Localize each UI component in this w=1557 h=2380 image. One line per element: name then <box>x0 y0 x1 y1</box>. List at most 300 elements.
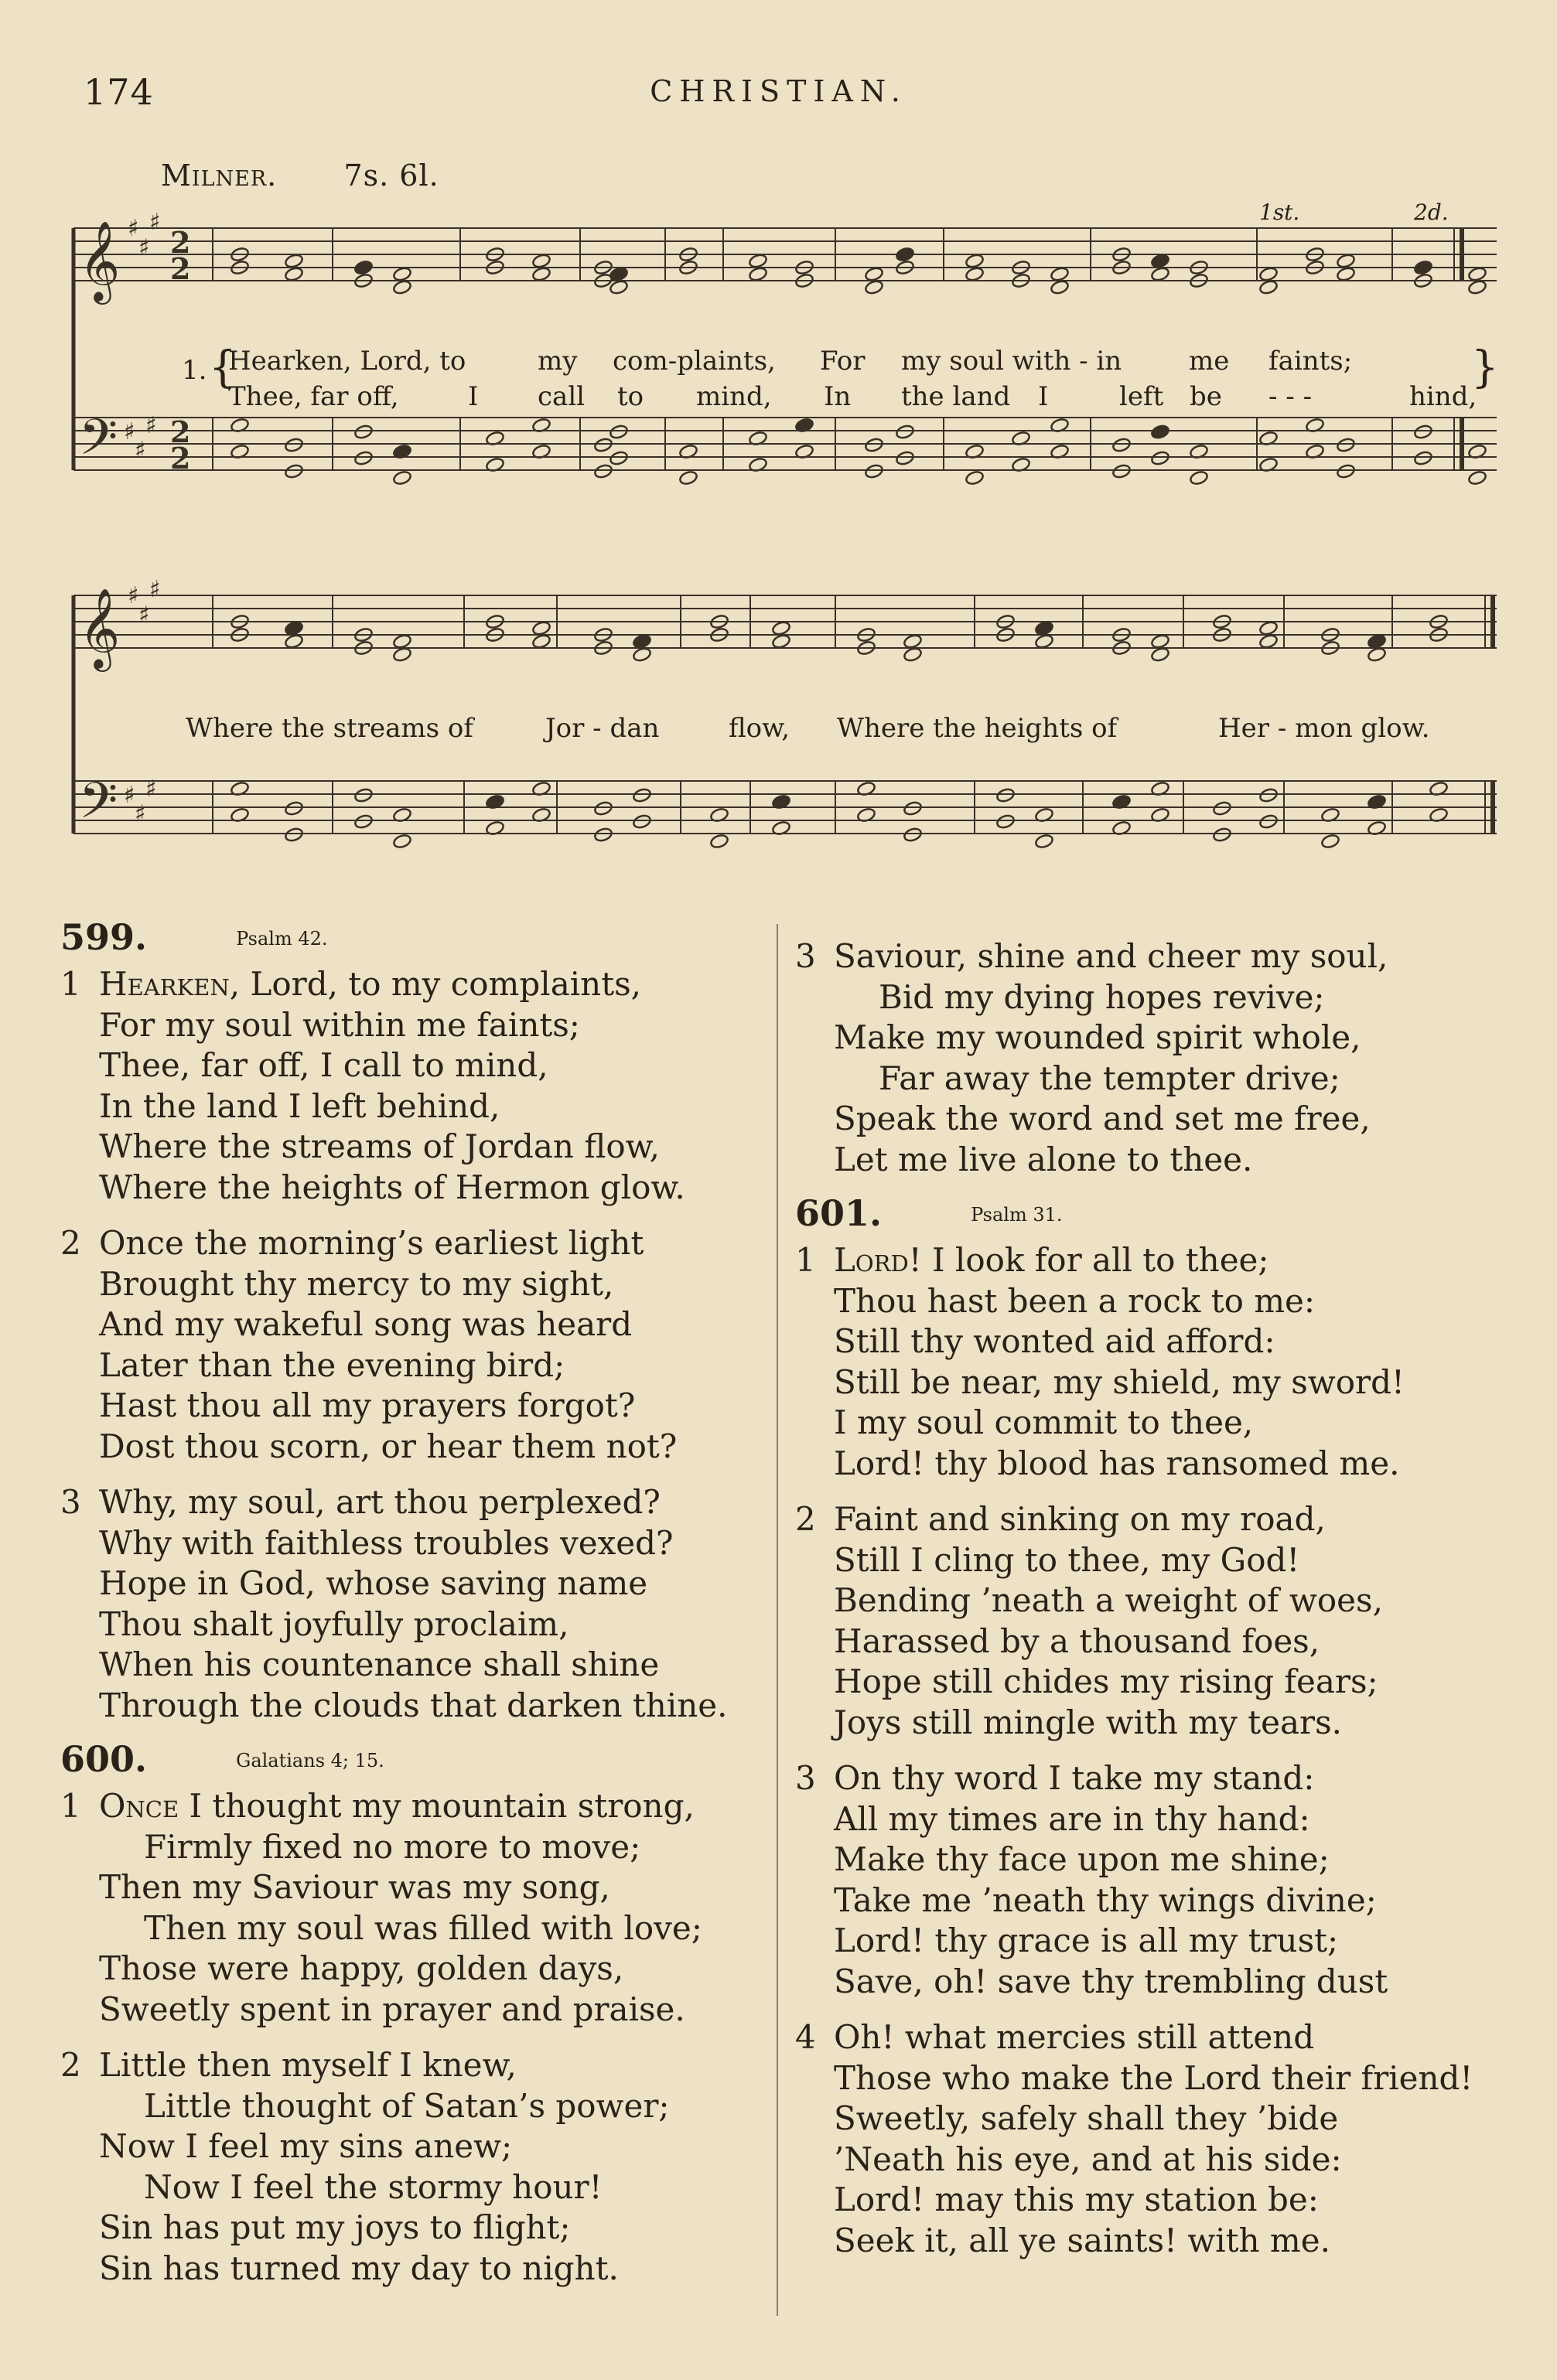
sharp-icon: ♯ <box>149 209 161 236</box>
verse-text: In the land I left behind, <box>99 1086 500 1125</box>
verse-line <box>60 2126 749 2167</box>
lyric-syllable: hind, <box>1409 381 1477 412</box>
verse-text: All my times are in thy hand: <box>834 1799 1310 1838</box>
note-head <box>1150 424 1169 440</box>
verse-text: Let me live alone to thee. <box>834 1140 1253 1178</box>
verse-line <box>60 1168 749 1209</box>
note-head <box>609 279 628 295</box>
verse-line <box>60 1304 749 1345</box>
music-score <box>62 193 1516 889</box>
note-head <box>965 470 984 486</box>
verse-text: I thought my mountain strong, <box>179 1787 695 1825</box>
note-head <box>284 266 303 282</box>
note-head <box>1336 253 1355 269</box>
verse-line <box>795 1703 1484 1744</box>
note-head <box>392 279 411 295</box>
verse-line <box>795 1499 1484 1540</box>
note-head <box>903 800 922 817</box>
lyric-syllable: Hearken, Lord, to <box>228 346 466 377</box>
verse-number: 1 <box>60 965 81 1003</box>
verse-text: Where the streams of Jordan flow, <box>99 1127 660 1165</box>
note-head <box>593 800 613 817</box>
lyric-syllable: to <box>617 381 644 412</box>
sharp-icon: ♯ <box>135 800 146 827</box>
verse-line <box>60 1264 749 1305</box>
hymn-600-continued <box>795 936 1484 1180</box>
verse-text: Brought thy mercy to my sight, <box>99 1264 614 1303</box>
verse-text: Hope in God, whose saving name <box>99 1564 648 1602</box>
verse-line <box>795 1444 1484 1485</box>
verse-line <box>795 1540 1484 1581</box>
hymn-601 <box>795 1192 1484 2261</box>
verse-line <box>60 964 749 1005</box>
page-number: 174 <box>84 71 154 113</box>
brace-icon: } <box>1471 343 1499 393</box>
verse-line <box>795 1018 1484 1059</box>
note-head <box>353 260 373 276</box>
verse-text: Now I feel the stormy hour! <box>144 2167 603 2206</box>
verse-first-word: Once <box>99 1787 179 1825</box>
verse-number: 2 <box>795 1500 816 1538</box>
hymn-number: 601. <box>795 1192 883 1234</box>
note-head <box>284 620 303 636</box>
verse-text: Where the heights of Hermon glow. <box>99 1168 685 1206</box>
verse-text: Make thy face upon me shine; <box>834 1840 1330 1878</box>
lyric-syllable: my soul with - in <box>901 346 1122 377</box>
verse-line <box>60 1908 749 1949</box>
time-signature: 2 <box>170 225 191 260</box>
verse-line <box>60 1686 749 1727</box>
verse <box>60 964 749 1208</box>
note-head <box>392 266 411 282</box>
note-head <box>353 424 373 440</box>
verse-text: Oh! what mercies still attend <box>834 2018 1315 2056</box>
verse-text: Save, oh! save thy trembling dust <box>834 1962 1388 2000</box>
verse-line <box>795 1059 1484 1100</box>
verse-line <box>795 1962 1484 2003</box>
note-head <box>771 620 790 636</box>
verse-number: 2 <box>60 2046 81 2084</box>
note-head <box>678 470 698 486</box>
note-head <box>1150 646 1169 663</box>
note-head <box>965 253 984 269</box>
verse-text: Those were happy, golden days, <box>99 1949 624 1987</box>
verse-line <box>60 2086 749 2127</box>
note-head <box>995 787 1015 803</box>
verse-line <box>60 1827 749 1868</box>
note-head <box>1150 253 1169 269</box>
scripture-reference: Psalm 42. <box>236 928 328 950</box>
note-head <box>593 463 613 479</box>
verse-line <box>60 1045 749 1086</box>
note-head <box>771 633 790 650</box>
note-head <box>864 437 883 453</box>
verse-line <box>60 2249 749 2290</box>
verse-text: Why, my soul, art thou perplexed? <box>99 1483 661 1521</box>
hymn-number: 600. <box>60 1738 148 1780</box>
note-head <box>531 253 551 269</box>
sharp-icon: ♯ <box>124 418 135 445</box>
verse-text: Lord! may this my station be: <box>834 2181 1319 2218</box>
note-head <box>1258 279 1278 295</box>
note-head <box>1150 633 1169 650</box>
note-head <box>903 633 922 650</box>
tune-name: Milner. <box>161 159 278 193</box>
lyric-syllable: I <box>1038 381 1049 412</box>
running-title: CHRISTIAN. <box>650 74 907 108</box>
note-head <box>1258 633 1278 650</box>
note-head <box>531 620 551 636</box>
lyric-syllable: mind, <box>696 381 772 412</box>
verse-line <box>60 1523 749 1564</box>
note-head <box>864 266 883 282</box>
verse-text: Those who make the Lord their friend! <box>834 2058 1473 2097</box>
note-head <box>1413 260 1432 276</box>
verse-text: I my soul commit to thee, <box>834 1403 1254 1441</box>
lyric-syllable: I <box>468 381 479 412</box>
verse-line <box>795 1321 1484 1362</box>
verse-number: 3 <box>795 1759 816 1797</box>
sharp-icon: ♯ <box>145 776 157 803</box>
verse-text: Sweetly spent in prayer and praise. <box>99 1990 685 2028</box>
time-signature: 2 <box>170 441 191 476</box>
verse-line <box>60 1427 749 1468</box>
note-head <box>531 633 551 650</box>
note-head <box>1467 266 1487 282</box>
note-head <box>903 646 922 663</box>
lyric-syllable: Thee, far off, <box>228 381 399 412</box>
verse-text: When his countenance shall shine <box>99 1645 660 1683</box>
verse-line <box>60 1786 749 1827</box>
lyric-syllable: Where the streams of <box>186 713 473 744</box>
note-head <box>284 253 303 269</box>
verse-text: Bid my dying hopes revive; <box>879 977 1325 1016</box>
verse-text: Now I feel my sins anew; <box>99 2127 513 2165</box>
note-head <box>1212 827 1231 843</box>
lyric-syllable: flow, <box>729 713 790 744</box>
tune-meter: 7s. 6l. <box>343 159 439 193</box>
note-head <box>903 827 922 843</box>
verse-text: ’Neath his eye, and at his side: <box>834 2140 1342 2178</box>
note-head <box>284 463 303 479</box>
ending-second: 2d. <box>1414 199 1449 225</box>
lyric-syllable: Where the heights of <box>837 713 1118 744</box>
verse-text: Later than the evening bird; <box>99 1345 565 1384</box>
lyric-syllable: For <box>820 346 866 377</box>
verse-first-word: Lord <box>834 1241 909 1279</box>
verse-line <box>795 2099 1484 2140</box>
lyric-syllable: In <box>824 381 852 412</box>
verse <box>795 1499 1484 1743</box>
note-head <box>1050 266 1069 282</box>
sharp-icon: ♯ <box>145 412 157 439</box>
verse-text: Saviour, shine and cheer my soul, <box>834 937 1388 975</box>
verse-line <box>795 977 1484 1018</box>
clef-icon: 𝄢 <box>79 772 118 842</box>
verse-line <box>60 1005 749 1046</box>
verse-first-word: Hearken, <box>99 965 241 1003</box>
verse-line <box>795 1362 1484 1403</box>
note-head <box>864 463 883 479</box>
note-head <box>1034 834 1053 850</box>
note-head <box>609 266 628 282</box>
time-signature: 2 <box>170 251 191 286</box>
stanza-number: 1. <box>182 355 207 386</box>
lyric-syllable: be <box>1190 381 1222 412</box>
column-divider <box>777 924 778 2316</box>
note-head <box>1336 266 1355 282</box>
verse-line <box>795 1880 1484 1921</box>
note-head <box>1367 646 1386 663</box>
verse-line <box>795 1758 1484 1799</box>
verse-line <box>795 1921 1484 1962</box>
sharp-icon: ♯ <box>128 582 139 609</box>
lyric-syllable: faints; <box>1268 346 1353 377</box>
note-head <box>1467 470 1487 486</box>
verse-text: Faint and sinking on my road, <box>834 1500 1326 1538</box>
hymn-599 <box>60 916 749 1726</box>
scripture-reference: Galatians 4; 15. <box>236 1750 384 1771</box>
verse-text: Why with faithless troubles vexed? <box>99 1523 674 1562</box>
verse-line <box>60 1223 749 1264</box>
ending-first: 1st. <box>1259 199 1300 225</box>
verse-line <box>795 2140 1484 2181</box>
verse-text: Far away the tempter drive; <box>879 1059 1340 1097</box>
verse-line <box>60 1563 749 1604</box>
verse-text: Lord! thy blood has ransomed me. <box>834 1444 1400 1482</box>
verse-text: Thee, far off, I call to mind, <box>99 1046 548 1084</box>
verse-text: Once the morning’s earliest light <box>99 1224 644 1262</box>
verse-line <box>795 2180 1484 2221</box>
verse-text: ! I look for all to thee; <box>908 1241 1269 1279</box>
note-head <box>632 813 651 830</box>
note-head <box>1467 279 1487 295</box>
verse-text: Still thy wonted aid afford: <box>834 1322 1275 1360</box>
sharp-icon: ♯ <box>124 782 135 809</box>
note-head <box>284 800 303 817</box>
lyric-syllable: left <box>1119 381 1164 412</box>
verse-text: Still I cling to thee, my God! <box>834 1540 1300 1579</box>
verse-line <box>795 1799 1484 1840</box>
hymn-600 <box>60 1738 749 2289</box>
verse-text: Speak the word and set me free, <box>834 1100 1371 1137</box>
verse-text: Then my Saviour was my song, <box>99 1868 610 1906</box>
verse-line <box>795 1662 1484 1703</box>
verse-line <box>795 2058 1484 2099</box>
verse-text: Thou hast been a rock to me: <box>834 1281 1316 1320</box>
verse-line <box>60 1127 749 1168</box>
verse-line <box>60 1949 749 1990</box>
verse <box>795 1240 1484 1484</box>
note-head <box>593 437 613 453</box>
note-head <box>284 437 303 453</box>
sharp-icon: ♯ <box>128 215 139 242</box>
verse-text: Through the clouds that darken thine. <box>99 1686 728 1724</box>
verse-text: Sin has turned my day to night. <box>99 2249 619 2287</box>
verse-number: 3 <box>795 937 816 975</box>
note-head <box>632 646 651 663</box>
verse <box>60 1223 749 1467</box>
clef-icon: 𝄞 <box>79 588 121 669</box>
note-head <box>632 787 651 803</box>
sharp-icon: ♯ <box>149 576 161 603</box>
note-head <box>1189 470 1208 486</box>
note-head <box>748 266 767 282</box>
note-head <box>353 787 373 803</box>
verse-text: Lord! thy grace is all my trust; <box>834 1921 1339 1959</box>
note-head <box>284 827 303 843</box>
verse-line <box>60 1645 749 1686</box>
verse-line <box>60 1482 749 1523</box>
verse-line <box>60 1990 749 2031</box>
note-head <box>353 450 373 466</box>
note-head <box>353 813 373 830</box>
note-head <box>392 646 411 663</box>
verse-line <box>795 1580 1484 1621</box>
verse <box>60 1786 749 2030</box>
note-head <box>1111 437 1131 453</box>
verse-text: Hope still chides my rising fears; <box>834 1662 1378 1700</box>
sharp-icon: ♯ <box>138 234 150 261</box>
verse-text: On thy word I take my stand: <box>834 1759 1315 1797</box>
left-column <box>60 916 749 2304</box>
verse-line <box>60 1386 749 1427</box>
sharp-icon: ♯ <box>138 602 150 629</box>
note-head <box>1336 463 1355 479</box>
note-head <box>1413 424 1432 440</box>
verse-line <box>795 1099 1484 1140</box>
note-head <box>995 813 1015 830</box>
hymn-number: 599. <box>60 916 148 958</box>
note-head <box>632 633 651 650</box>
note-head <box>392 633 411 650</box>
note-head <box>1258 620 1278 636</box>
verse-line <box>60 1086 749 1127</box>
note-head <box>609 450 628 466</box>
note-head <box>284 633 303 650</box>
verse-number: 3 <box>60 1483 81 1521</box>
note-head <box>1413 450 1432 466</box>
verse-text: Lord, to my complaints, <box>240 965 642 1003</box>
verse-text: Sweetly, safely shall they ’bide <box>834 2099 1339 2137</box>
verse-line <box>795 1621 1484 1662</box>
verse-line <box>795 1840 1484 1880</box>
verse-line <box>795 1403 1484 1444</box>
verse <box>60 2045 749 2289</box>
lyric-syllable: the land <box>901 381 1011 412</box>
verse-text: Then my soul was filled with love; <box>144 1908 702 1947</box>
sharp-icon: ♯ <box>135 437 146 464</box>
verse-line <box>795 1281 1484 1322</box>
note-head <box>392 470 411 486</box>
verse <box>795 1758 1484 2002</box>
verse-line <box>795 936 1484 977</box>
lyric-syllable: call <box>538 381 586 412</box>
verse-text: Seek it, all ye saints! with me. <box>834 2221 1330 2259</box>
verse-text: For my soul within me faints; <box>99 1005 580 1044</box>
verse-line <box>60 2208 749 2249</box>
note-head <box>609 424 628 440</box>
note-head <box>1320 834 1340 850</box>
verse-line <box>60 2045 749 2086</box>
note-head <box>1258 266 1278 282</box>
verse <box>795 936 1484 1180</box>
note-head <box>1336 437 1355 453</box>
note-head <box>1034 620 1053 636</box>
lyric-syllable: my <box>538 346 578 377</box>
verse <box>795 2017 1484 2261</box>
verse-text: And my wakeful song was heard <box>99 1305 633 1343</box>
verse-text: Harassed by a thousand foes, <box>834 1621 1320 1660</box>
verse-text: Bending ’neath a weight of woes, <box>834 1581 1383 1619</box>
time-signature: 2 <box>170 414 191 449</box>
brace-icon: { <box>209 343 237 393</box>
note-head <box>895 247 914 263</box>
clef-icon: 𝄞 <box>79 220 121 302</box>
verse-line <box>795 1140 1484 1181</box>
verse-text: Thou shalt joyfully proclaim, <box>99 1604 569 1643</box>
right-column <box>795 930 1484 2276</box>
verse <box>60 1482 749 1726</box>
lyric-syllable: - - - <box>1268 381 1313 412</box>
verse-line <box>795 1240 1484 1281</box>
note-head <box>392 834 411 850</box>
verse-text: Still be near, my shield, my sword! <box>834 1362 1405 1401</box>
verse-text: Make my wounded spirit whole, <box>834 1018 1361 1056</box>
note-head <box>895 450 914 466</box>
verse-text: Joys still mingle with my tears. <box>834 1703 1342 1741</box>
verse-text: Dost thou scorn, or hear them not? <box>99 1427 678 1465</box>
note-head <box>965 266 984 282</box>
verse-line <box>60 1867 749 1908</box>
verse-line <box>795 2221 1484 2262</box>
note-head <box>1367 633 1386 650</box>
verse-number: 1 <box>60 1787 81 1825</box>
note-head <box>531 266 551 282</box>
clef-icon: 𝄢 <box>79 409 118 479</box>
lyric-syllable: Jor - dan <box>545 713 660 744</box>
verse-text: Take me ’neath thy wings divine; <box>834 1880 1377 1919</box>
verse-text: Hast thou all my prayers forgot? <box>99 1386 636 1424</box>
verse-text: Sin has put my joys to flight; <box>99 2208 571 2246</box>
lyric-syllable: Her - mon glow. <box>1218 713 1430 744</box>
note-head <box>1258 787 1278 803</box>
verse-line <box>60 2167 749 2208</box>
note-head <box>1150 266 1169 282</box>
verse-text: Little then myself I knew, <box>99 2046 517 2084</box>
lyric-syllable: me <box>1189 346 1230 377</box>
verse-number: 4 <box>795 2018 816 2056</box>
note-head <box>1111 463 1131 479</box>
verse-number: 1 <box>795 1241 816 1279</box>
verse-number: 2 <box>60 1224 81 1262</box>
note-head <box>593 827 613 843</box>
note-head <box>1212 800 1231 817</box>
note-head <box>709 834 729 850</box>
verse-text: Firmly fixed no more to move; <box>144 1827 641 1866</box>
verse-line <box>60 1604 749 1645</box>
scripture-reference: Psalm 31. <box>971 1204 1063 1226</box>
note-head <box>1258 813 1278 830</box>
verse-line <box>795 2017 1484 2058</box>
note-head <box>1150 450 1169 466</box>
note-head <box>748 253 767 269</box>
note-head <box>864 279 883 295</box>
lyric-syllable: com-plaints, <box>613 346 776 377</box>
note-head <box>1050 279 1069 295</box>
verse-line <box>60 1345 749 1386</box>
note-head <box>895 424 914 440</box>
